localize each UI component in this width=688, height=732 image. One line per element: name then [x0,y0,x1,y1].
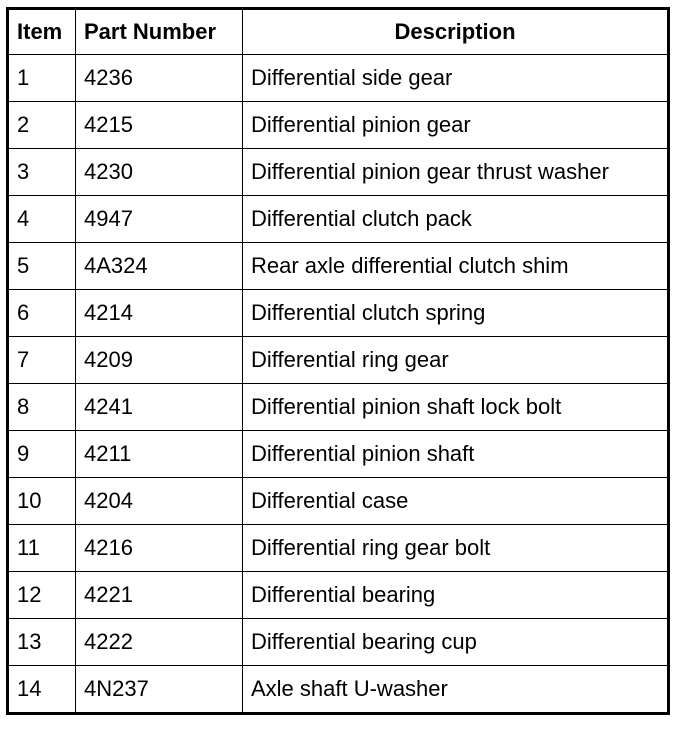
item-cell: 7 [8,337,76,384]
description-cell: Differential pinion shaft [243,431,669,478]
item-cell: 10 [8,478,76,525]
description-cell: Differential side gear [243,55,669,102]
part-number-cell: 4204 [76,478,243,525]
table-row [8,431,669,478]
table-row [8,196,669,243]
header-item: Item [8,9,76,55]
part-number-cell: 4216 [76,525,243,572]
table-row [8,478,669,525]
table-row [8,102,669,149]
item-cell: 13 [8,619,76,666]
item-cell: 12 [8,572,76,619]
table-row [8,243,669,290]
table-row [8,525,669,572]
part-number-cell: 4209 [76,337,243,384]
table-header [8,9,669,55]
item-cell: 8 [8,384,76,431]
part-number-cell: 4221 [76,572,243,619]
table-row [8,666,669,714]
part-number-cell: 4211 [76,431,243,478]
part-number-cell: 4N237 [76,666,243,714]
part-number-cell: 4241 [76,384,243,431]
part-number-cell: 4222 [76,619,243,666]
part-number-cell: 4A324 [76,243,243,290]
description-cell: Differential case [243,478,669,525]
table-row [8,55,669,102]
table-row [8,384,669,431]
description-cell: Rear axle differential clutch shim [243,243,669,290]
item-cell: 4 [8,196,76,243]
table-row [8,149,669,196]
description-cell: Axle shaft U-washer [243,666,669,714]
item-cell: 9 [8,431,76,478]
description-cell: Differential pinion gear thrust washer [243,149,669,196]
description-cell: Differential clutch pack [243,196,669,243]
parts-table [6,7,670,715]
table-row [8,572,669,619]
description-cell: Differential ring gear bolt [243,525,669,572]
table-body [8,55,669,714]
item-cell: 1 [8,55,76,102]
part-number-cell: 4947 [76,196,243,243]
item-cell: 14 [8,666,76,714]
table-row [8,619,669,666]
description-cell: Differential pinion gear [243,102,669,149]
item-cell: 3 [8,149,76,196]
description-cell: Differential ring gear [243,337,669,384]
table-row [8,290,669,337]
description-cell: Differential pinion shaft lock bolt [243,384,669,431]
header-row [8,9,669,55]
description-cell: Differential bearing cup [243,619,669,666]
item-cell: 5 [8,243,76,290]
description-cell: Differential bearing [243,572,669,619]
part-number-cell: 4236 [76,55,243,102]
item-cell: 2 [8,102,76,149]
part-number-cell: 4215 [76,102,243,149]
header-description: Description [243,9,669,55]
part-number-cell: 4214 [76,290,243,337]
table-row [8,337,669,384]
header-part-number: Part Number [76,9,243,55]
item-cell: 11 [8,525,76,572]
item-cell: 6 [8,290,76,337]
description-cell: Differential clutch spring [243,290,669,337]
part-number-cell: 4230 [76,149,243,196]
